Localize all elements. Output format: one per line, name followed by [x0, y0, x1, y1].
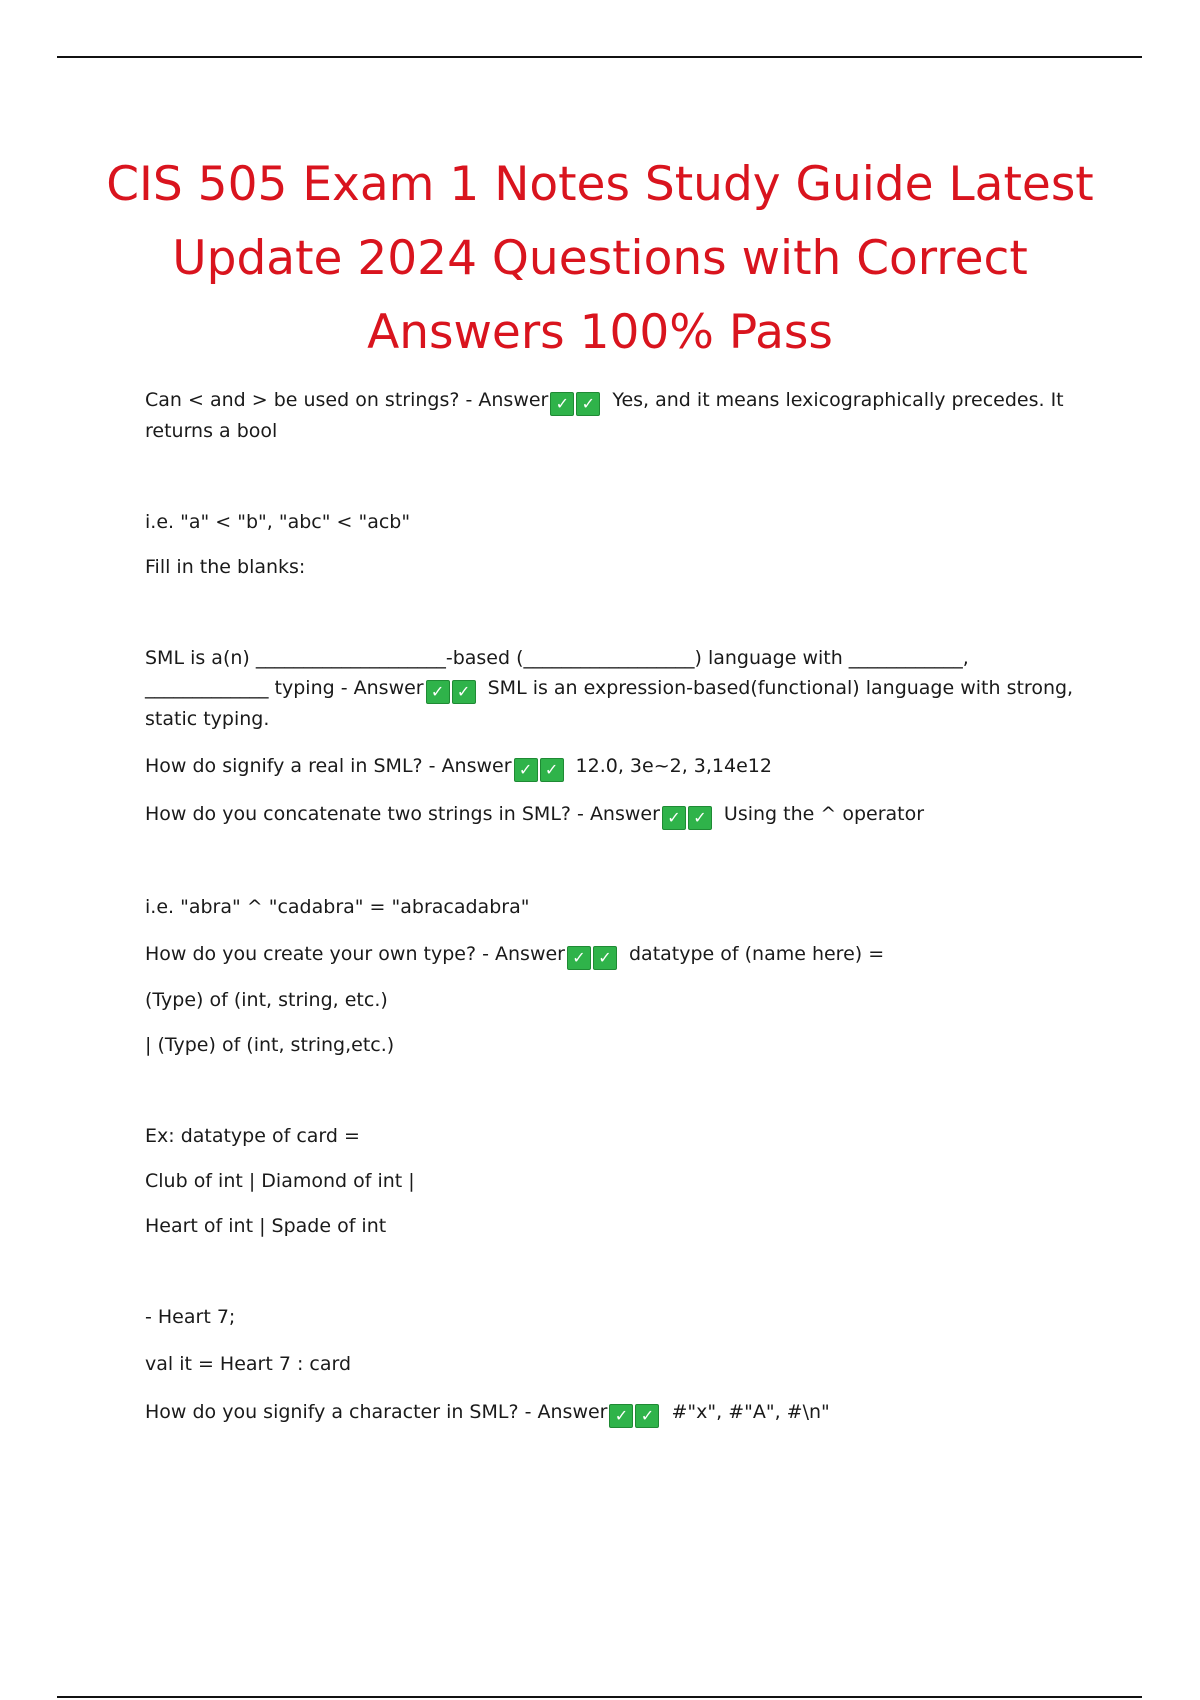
type-line-2: | (Type) of (int, string,etc.) — [145, 1034, 395, 1056]
qa-character: How do you signify a character in SML? - Answer ✓ ✓ #"x", #"A", #\n" — [145, 1397, 1080, 1428]
check-icon: ✓ — [540, 758, 564, 782]
answer-text: 12.0, 3e~2, 3,14e12 — [575, 755, 772, 777]
check-icon: ✓ — [452, 680, 476, 704]
answer-text: Using the ^ operator — [723, 803, 925, 825]
check-icon: ✓ — [550, 392, 574, 416]
example-concat: i.e. "abra" ^ "cadabra" = "abracadabra" — [145, 896, 530, 918]
example-heart: - Heart 7; — [145, 1306, 236, 1328]
check-icon: ✓ — [635, 1404, 659, 1428]
title-line-3: Answers 100% Pass — [367, 305, 833, 360]
example-datatype-line-3: Heart of int | Spade of int — [145, 1215, 387, 1237]
qa-own-type: How do you create your own type? - Answer ✓ ✓ datatype of (name here) = — [145, 939, 1080, 970]
qa-sml-typing: SML is a(n) ____________________-based (__________________) language with ____________, _____________ typing - Answer ✓ ✓ SML is an expression-based(functional) language with strong, static typing. — [145, 647, 1074, 730]
check-icon: ✓ — [593, 946, 617, 970]
answer-text: #"x", #"A", #\n" — [671, 1401, 830, 1423]
title-line-2: Update 2024 Questions with Correct — [172, 231, 1028, 286]
check-icon: ✓ — [688, 806, 712, 830]
title-line-1: CIS 505 Exam 1 Notes Study Guide Latest — [106, 157, 1094, 212]
check-icon: ✓ — [514, 758, 538, 782]
example-heart-result: val it = Heart 7 : card — [145, 1353, 352, 1375]
example-datatype-line-2: Club of int | Diamond of int | — [145, 1170, 415, 1192]
answer-label: Answer — [353, 677, 424, 699]
fill-in-blanks-label: Fill in the blanks: — [145, 556, 306, 578]
answer-text: SML is an expression-based(functional) language with strong, static typing. — [145, 677, 1074, 730]
answer-label: Answer — [495, 943, 565, 965]
answer-label: Answer — [441, 755, 512, 777]
top-rule — [57, 56, 1142, 58]
type-line-1: (Type) of (int, string, etc.) — [145, 989, 388, 1011]
qa-real-sml: How do signify a real in SML? - Answer ✓ ✓ 12.0, 3e~2, 3,14e12 — [145, 751, 1080, 782]
qa-lexicographic: Can < and > be used on strings? - Answer ✓ ✓ Yes, and it means lexicographically precedes. It returns a bool — [145, 389, 1064, 442]
answer-text: datatype of (name here) = — [628, 943, 885, 965]
bottom-rule — [57, 1696, 1142, 1698]
example-datatype: Ex: datatype of card = — [145, 1125, 360, 1147]
check-icon: ✓ — [576, 392, 600, 416]
document-title — [100, 148, 1100, 370]
example-string-compare: i.e. "a" < "b", "abc" < "acb" — [145, 511, 411, 533]
check-icon: ✓ — [609, 1404, 633, 1428]
check-icon: ✓ — [426, 680, 450, 704]
answer-text: Yes, and it means lexicographically precedes. It returns a bool — [145, 389, 1064, 442]
answer-label: Answer — [537, 1401, 608, 1423]
check-icon: ✓ — [662, 806, 686, 830]
check-icon: ✓ — [567, 946, 591, 970]
qa-concatenate: How do you concatenate two strings in SML? - Answer ✓ ✓ Using the ^ operator — [145, 799, 1080, 830]
answer-label: Answer — [478, 389, 549, 411]
answer-label: Answer — [589, 803, 660, 825]
